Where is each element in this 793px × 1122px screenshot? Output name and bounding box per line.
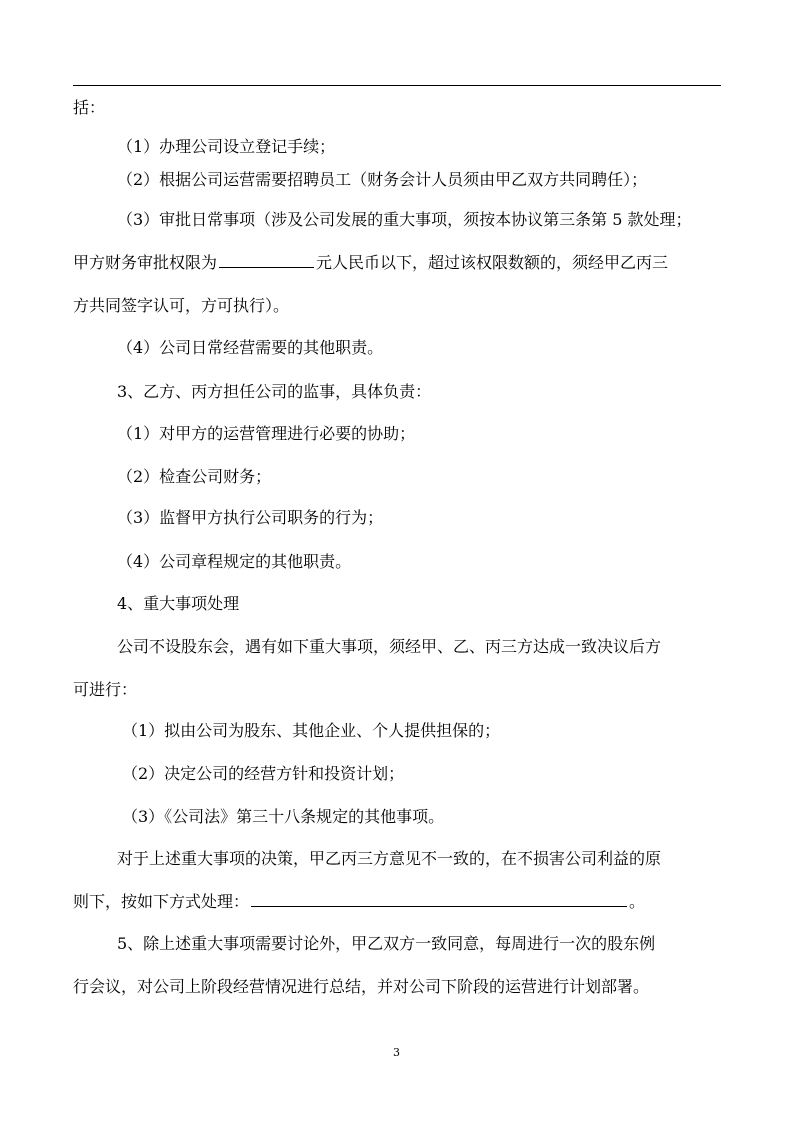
section-heading-major-matters: 4、重大事项处理 (117, 594, 240, 613)
list-item-hire-staff: （2）根据公司运营需要招聘员工（财务会计人员须由甲乙双方共同聘任）； (117, 170, 648, 189)
fill-in-blank-method[interactable] (251, 892, 627, 907)
text-line: 对于上述重大事项的决策，甲乙丙三方意见不一致的，在不损害公司利益的原 (117, 849, 662, 868)
text-segment: 元人民币以下，超过该权限数额的，须经甲乙丙三 (316, 253, 669, 272)
list-item-other-duties: （4）公司日常经营需要的其他职责。 (117, 338, 384, 357)
section-heading-weekly-meeting: 5、除上述重大事项需要讨论外，甲乙双方一致同意，每周进行一次的股东例 (117, 934, 656, 953)
list-item-register: （1）办理公司设立登记手续； (117, 137, 336, 156)
page-number: 3 (393, 1046, 400, 1059)
list-item-supervise: （3）监督甲方执行公司职务的行为； (117, 508, 384, 527)
text-line: 可进行： (73, 680, 138, 699)
text-line-approval-limit (73, 253, 725, 273)
text-line: 行会议，对公司上阶段经营情况进行总结，并对公司下阶段的运营进行计划部署。 (73, 977, 650, 996)
list-item-assist: （1）对甲方的运营管理进行必要的协助； (117, 424, 416, 443)
list-item-charter-duties: （4）公司章程规定的其他职责。 (117, 552, 352, 571)
list-item-approve-matters: （3）审批日常事项（涉及公司发展的重大事项，须按本协议第三条第 5 款处理； (117, 210, 692, 229)
text-line-resolution-method (73, 892, 725, 912)
text-segment: 甲方财务审批权限为 (73, 253, 218, 272)
text-segment: 则下，按如下方式处理： (73, 892, 250, 911)
list-item-guarantee: （1）拟由公司为股东、其他企业、个人提供担保的； (122, 721, 501, 740)
list-item-check-finance: （2）检查公司财务； (117, 467, 272, 486)
list-item-company-law: （3）《公司法》第三十八条规定的其他事项。 (122, 807, 445, 826)
fill-in-blank-amount[interactable] (219, 253, 314, 268)
list-item-business-policy: （2）决定公司的经营方针和投资计划； (122, 764, 405, 783)
text-line-continuation: 括： (73, 98, 106, 117)
text-segment: 。 (629, 892, 646, 911)
text-line: 公司不设股东会，遇有如下重大事项，须经甲、乙、丙三方达成一致决议后方 (117, 637, 662, 656)
section-heading-supervisors: 3、乙方、丙方担任公司的监事，具体负责： (117, 382, 432, 401)
text-line: 方共同签字认可，方可执行）。 (73, 296, 290, 315)
header-rule (73, 85, 721, 86)
